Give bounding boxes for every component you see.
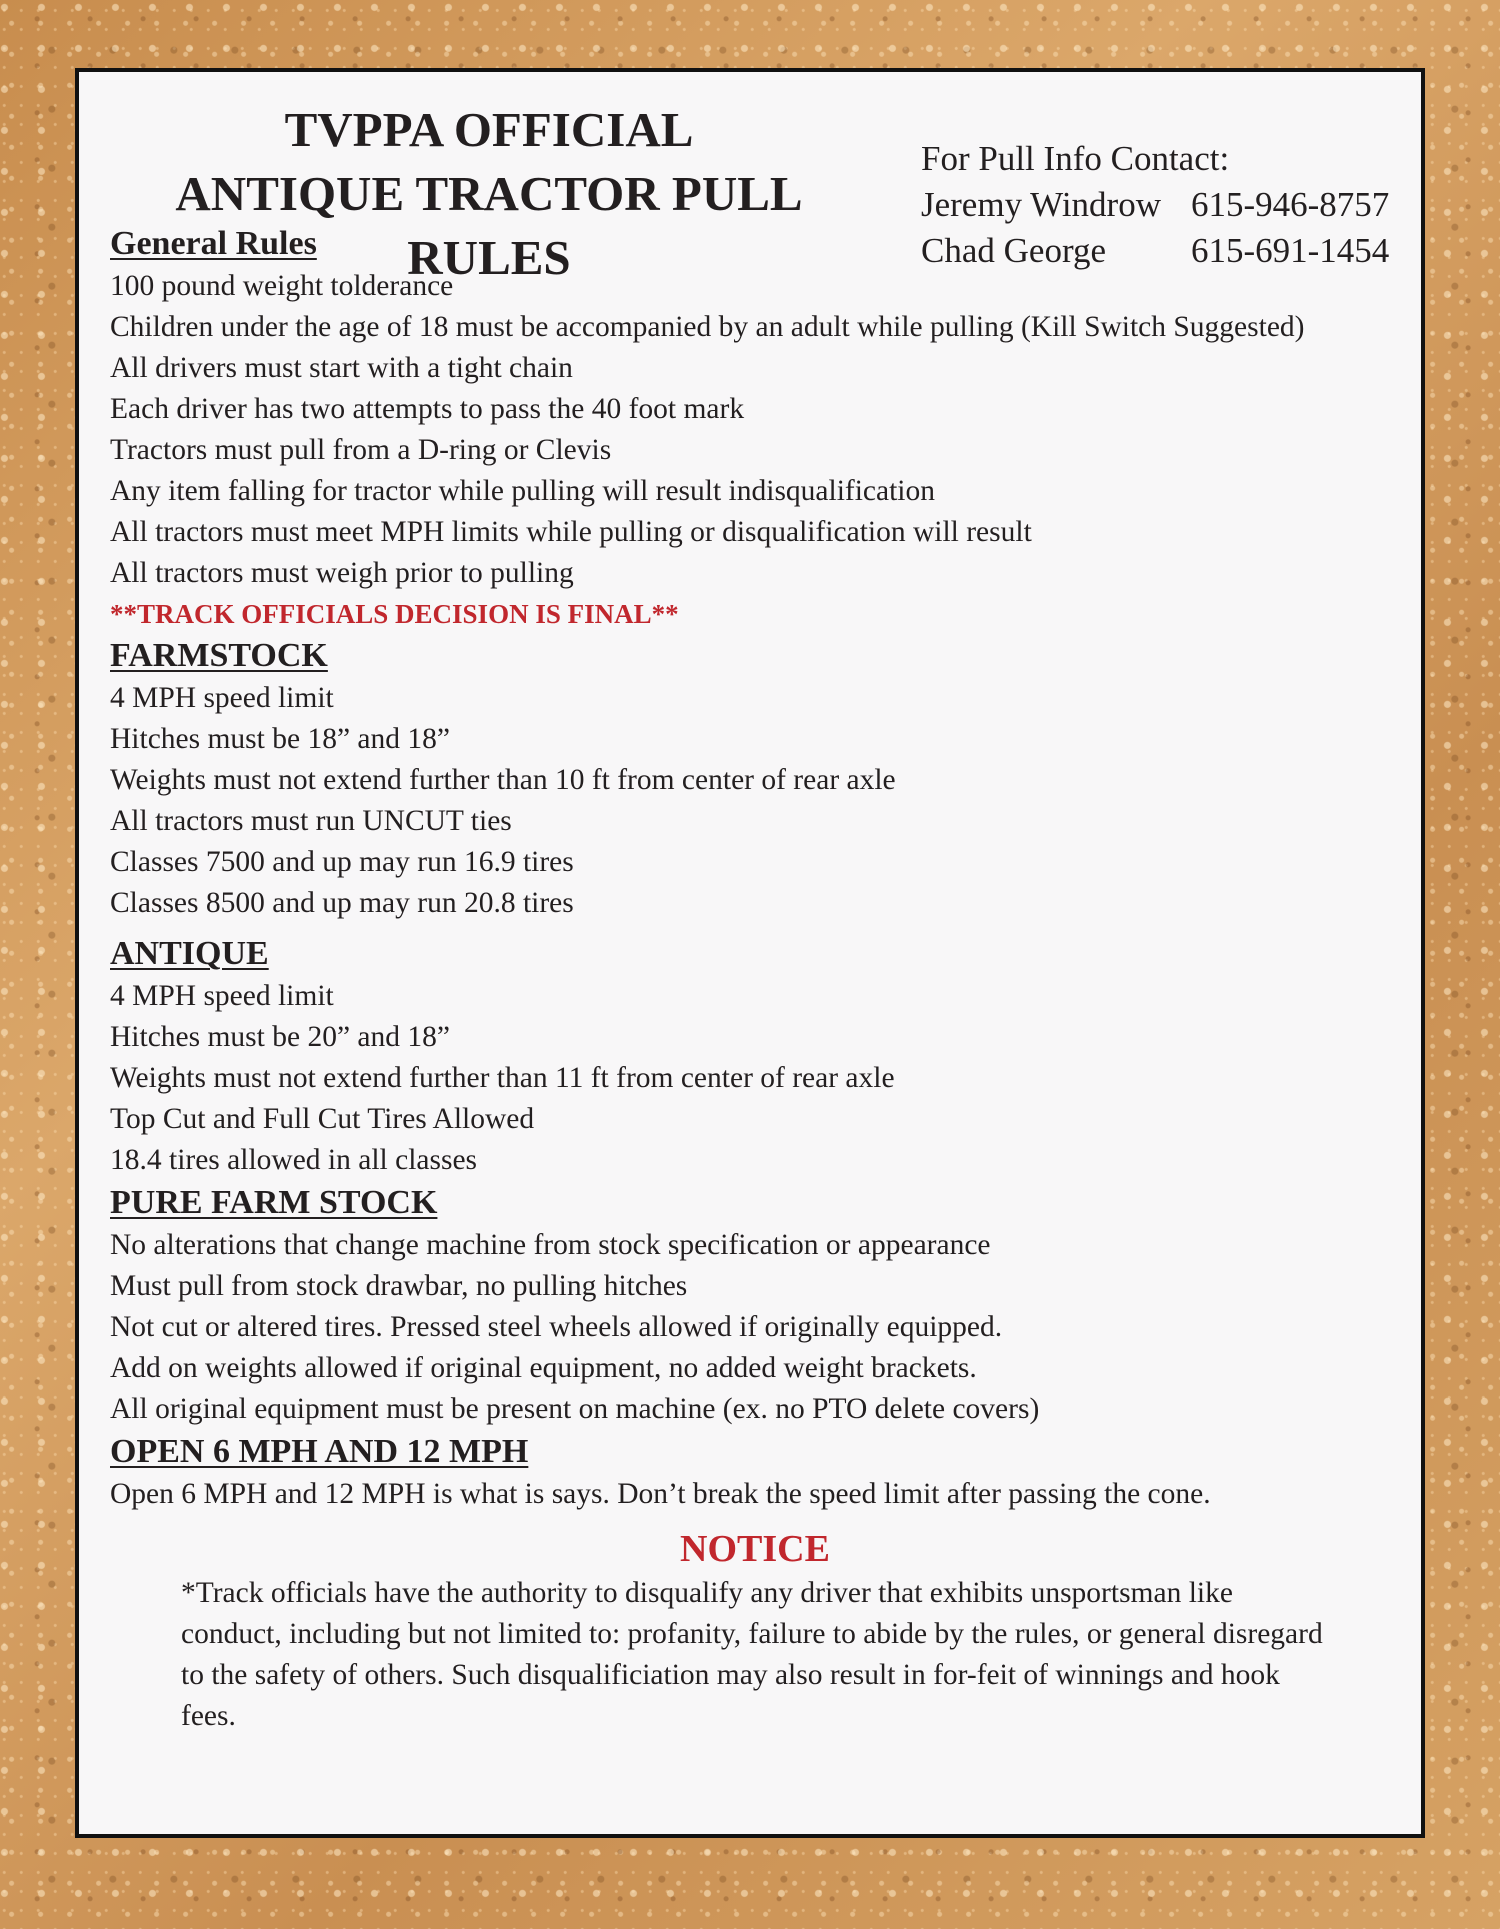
contact-name: Jeremy Windrow: [921, 185, 1161, 224]
pure-farm-stock-rule: Must pull from stock drawbar, no pulling hitches: [110, 1270, 688, 1302]
contact-phone: 615-691-1454: [1191, 231, 1390, 270]
farmstock-rule: Classes 8500 and up may run 20.8 tires: [110, 887, 574, 919]
farmstock-rule: Weights must not extend further than 10 ft from center of rear axle: [110, 764, 896, 796]
pure-farm-stock-rule: All original equipment must be present on machine (ex. no PTO delete covers): [110, 1393, 1040, 1425]
farmstock-rule: 4 MPH speed limit: [110, 682, 334, 714]
notice-body: *Track officials have the authority to disqualify any driver that exhibits unsportsman like conduct, including but not limited to: profanity, failure to abide by the rules, or general disregard to the safety of others. Such disqualificiation may also result in for-feit of winnings and hook fees.: [181, 1577, 1323, 1732]
pure-farm-stock-rule: Not cut or altered tires. Pressed steel wheels allowed if originally equipped.: [110, 1311, 1003, 1343]
contact-name: Chad George: [921, 231, 1106, 270]
rules-card: [75, 68, 1425, 1838]
farmstock-rule: Hitches must be 18” and 18”: [110, 723, 450, 755]
general-rule: Each driver has two attempts to pass the 40 foot mark: [110, 393, 745, 425]
farmstock-rule: All tractors must run UNCUT ties: [110, 805, 512, 837]
open-class-heading: OPEN 6 MPH AND 12 MPH: [110, 1433, 529, 1470]
farmstock-heading: FARMSTOCK: [110, 637, 328, 674]
pure-farm-stock-heading: PURE FARM STOCK: [110, 1184, 438, 1221]
farmstock-rule: Classes 7500 and up may run 16.9 tires: [110, 846, 574, 878]
antique-rule: 4 MPH speed limit: [110, 980, 334, 1012]
antique-rule: 18.4 tires allowed in all classes: [110, 1144, 478, 1176]
antique-rule: Top Cut and Full Cut Tires Allowed: [110, 1103, 535, 1135]
notice-heading: NOTICE: [680, 1528, 830, 1570]
officials-decision-alert: **TRACK OFFICIALS DECISION IS FINAL**: [110, 599, 679, 629]
general-rule: Children under the age of 18 must be accompanied by an adult while pulling (Kill Switch Suggested): [110, 311, 1305, 343]
general-rule: All drivers must start with a tight chain: [110, 352, 573, 384]
contact-phone: 615-946-8757: [1191, 185, 1390, 224]
pure-farm-stock-rule: No alterations that change machine from stock specification or appearance: [110, 1229, 991, 1261]
pure-farm-stock-rule: Add on weights allowed if original equipment, no added weight brackets.: [110, 1352, 977, 1384]
general-rule: 100 pound weight tolderance: [110, 270, 454, 302]
antique-rule: Hitches must be 20” and 18”: [110, 1021, 450, 1053]
general-rule: Tractors must pull from a D-ring or Clevis: [110, 434, 612, 466]
general-rule: All tractors must weigh prior to pulling: [110, 557, 574, 589]
general-rules-heading: General Rules: [110, 225, 317, 262]
open-class-rule: Open 6 MPH and 12 MPH is what is says. Don’t break the speed limit after passing the cone.: [110, 1478, 1211, 1510]
rules-content: [110, 222, 1400, 1737]
general-rule: Any item falling for tractor while pulling will result indisqualification: [110, 475, 936, 507]
general-rule: All tractors must meet MPH limits while pulling or disqualification will result: [110, 516, 1032, 548]
contact-heading: For Pull Info Contact:: [921, 139, 1230, 178]
antique-rule: Weights must not extend further than 11 ft from center of rear axle: [110, 1062, 895, 1094]
title-line-2: ANTIQUE TRACTOR PULL RULES: [175, 166, 803, 285]
title-line-1: TVPPA OFFICIAL: [284, 102, 694, 157]
antique-heading: ANTIQUE: [110, 935, 269, 972]
